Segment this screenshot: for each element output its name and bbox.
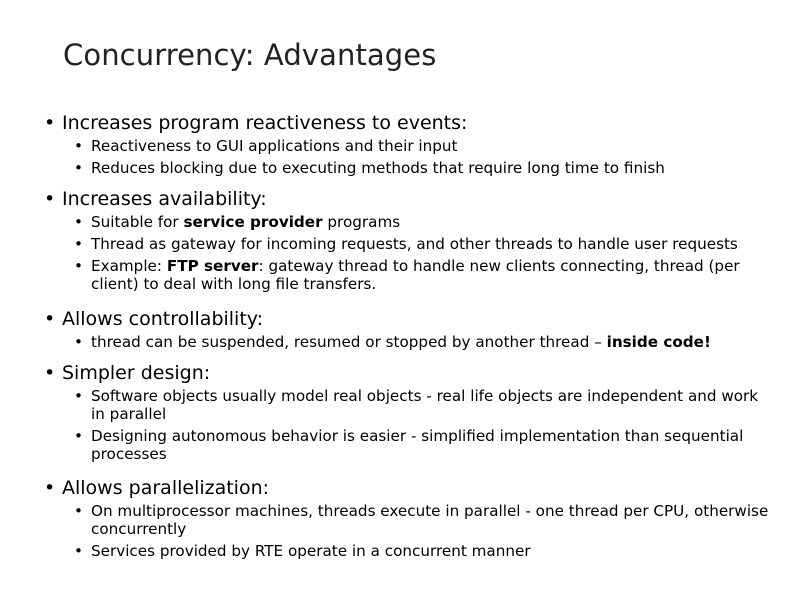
sub-bullet-text — [91, 542, 771, 560]
sub-bullet-text — [91, 213, 771, 231]
slide-title: Concurrency: Advantages — [63, 38, 437, 72]
text-run: Reactiveness to GUI applications and their input — [91, 137, 458, 155]
sub-bullet-text — [91, 235, 771, 253]
bullet-icon: • — [74, 257, 83, 275]
bullet-icon: • — [74, 213, 83, 231]
sub-bullet-text — [91, 387, 771, 423]
bullet-icon: • — [44, 112, 56, 134]
section-parallelization — [44, 476, 771, 564]
sub-bullet — [74, 159, 771, 177]
sub-bullet-text — [91, 502, 771, 538]
bullet-icon: • — [44, 362, 56, 384]
text-run: : gateway thread to handle new clients connecting, thread (per client) to deal with long file transfers. — [91, 257, 740, 293]
heading-text: Allows parallelization: — [62, 477, 270, 499]
section-simpler-design — [44, 361, 771, 467]
bullet-icon: • — [74, 235, 83, 253]
sub-bullet — [74, 213, 771, 231]
bullet-icon: • — [74, 542, 83, 560]
bullet-icon: • — [74, 333, 83, 351]
bullet-icon: • — [44, 188, 56, 210]
sub-bullet — [74, 387, 771, 423]
sub-bullet — [74, 257, 771, 293]
sub-bullet — [74, 333, 771, 351]
heading-text: Increases program reactiveness to events: — [62, 112, 468, 134]
bullet-heading — [44, 476, 771, 500]
bullet-icon: • — [74, 159, 83, 177]
sub-bullet — [74, 137, 771, 155]
heading-text: Increases availability: — [62, 188, 267, 210]
text-run: Example: — [91, 257, 167, 275]
text-run: thread can be suspended, resumed or stopped by another thread – — [91, 333, 607, 351]
bullet-icon: • — [74, 387, 83, 405]
bullet-icon: • — [74, 427, 83, 445]
section-availability — [44, 187, 771, 297]
sub-bullet — [74, 502, 771, 538]
text-run: On multiprocessor machines, threads execute in parallel - one thread per CPU, otherwise concurrently — [91, 502, 769, 538]
sub-bullet-text — [91, 159, 771, 177]
bullet-icon: • — [44, 477, 56, 499]
text-run: programs — [322, 213, 401, 231]
sub-bullet-text — [91, 333, 771, 351]
text-run: Designing autonomous behavior is easier - simplified implementation than sequential processes — [91, 427, 744, 463]
sub-bullet-text — [91, 257, 771, 293]
text-run: Thread as gateway for incoming requests, and other threads to handle user requests — [91, 235, 738, 253]
sub-bullet-text — [91, 427, 771, 463]
bullet-icon: • — [74, 502, 83, 520]
sub-bullet — [74, 235, 771, 253]
bullet-icon: • — [74, 137, 83, 155]
section-reactiveness — [44, 111, 771, 181]
text-run: Software objects usually model real objects - real life objects are independent and work in parallel — [91, 387, 759, 423]
bullet-heading — [44, 187, 771, 211]
sub-bullet-text — [91, 137, 771, 155]
text-run: Reduces blocking due to executing methods that require long time to finish — [91, 159, 665, 177]
emphasis-text: FTP server — [166, 257, 259, 275]
bullet-heading — [44, 111, 771, 135]
emphasis-text: inside code! — [606, 333, 711, 351]
text-run: Suitable for — [91, 213, 184, 231]
sub-bullet — [74, 542, 771, 560]
emphasis-text: service provider — [183, 213, 323, 231]
heading-text: Simpler design: — [62, 362, 211, 384]
bullet-heading — [44, 307, 771, 331]
section-controllability — [44, 307, 771, 355]
text-run: Services provided by RTE operate in a concurrent manner — [91, 542, 531, 560]
bullet-icon: • — [44, 308, 56, 330]
sub-bullet — [74, 427, 771, 463]
bullet-heading — [44, 361, 771, 385]
heading-text: Allows controllability: — [62, 308, 264, 330]
